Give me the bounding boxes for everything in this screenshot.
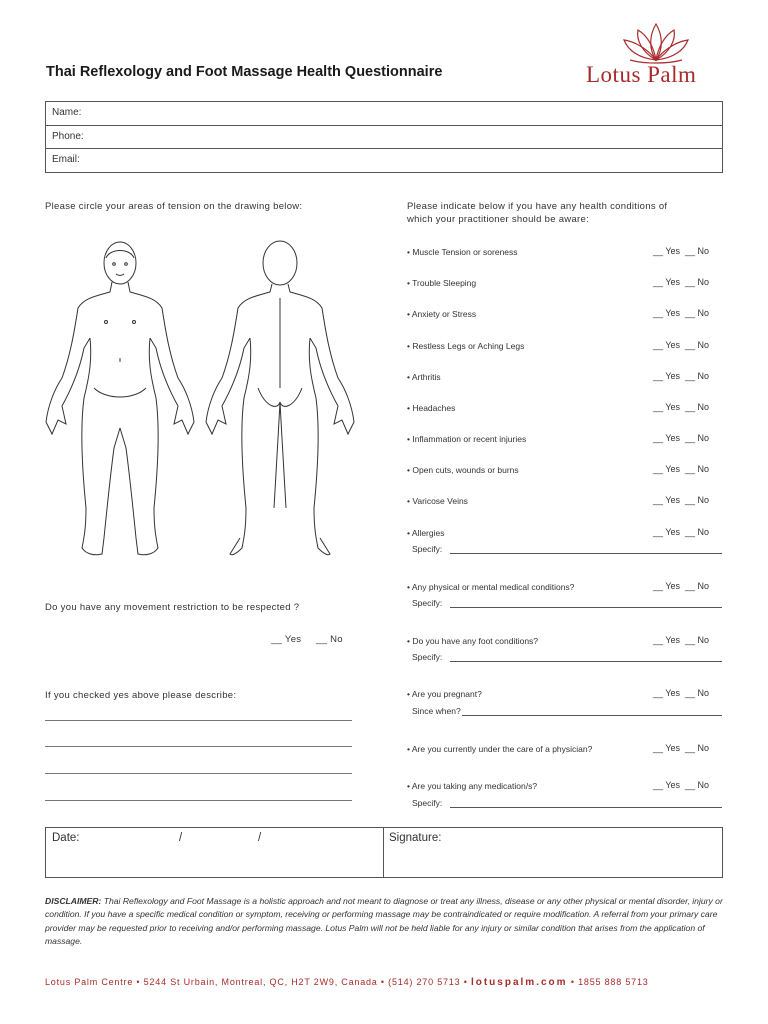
name-label: Name:: [52, 107, 82, 118]
condition-item: • Headaches: [407, 403, 456, 413]
describe-line[interactable]: [45, 746, 352, 747]
condition-item: • Restless Legs or Aching Legs: [407, 341, 525, 351]
condition-yes-no[interactable]: __ Yes __ No: [653, 433, 710, 443]
describe-prompt: If you checked yes above please describe:: [45, 690, 237, 701]
body-diagram[interactable]: [40, 238, 360, 568]
condition-item: • Anxiety or Stress: [407, 309, 477, 319]
name-field[interactable]: [46, 102, 722, 126]
condition-item: • Trouble Sleeping: [407, 278, 477, 288]
box-divider: [383, 828, 384, 877]
specify-label: Specify:: [412, 798, 443, 808]
body-front-figure: [46, 242, 194, 555]
movement-yes-option[interactable]: __ Yes: [271, 634, 302, 645]
specify-line[interactable]: [450, 553, 722, 554]
condition-yes-no[interactable]: __ Yes __ No: [653, 688, 710, 698]
specify-line[interactable]: [450, 807, 722, 808]
condition-yes-no[interactable]: __ Yes __ No: [653, 743, 710, 753]
condition-item: • Do you have any foot conditions?: [407, 636, 539, 646]
specify-line[interactable]: [450, 661, 722, 662]
lotus-flower-icon: [584, 22, 732, 64]
condition-yes-no[interactable]: __ Yes __ No: [653, 308, 710, 318]
lotus-palm-logo: [584, 22, 732, 92]
date-separator: /: [179, 832, 183, 844]
describe-line[interactable]: [45, 800, 352, 801]
footer-phone: • 1855 888 5713: [567, 977, 649, 987]
condition-item: • Are you currently under the care of a physician?: [407, 744, 593, 754]
email-label: Email:: [52, 154, 80, 166]
condition-item: • Are you taking any medication/s?: [407, 781, 538, 791]
date-label: Date:: [52, 832, 80, 844]
condition-item: • Are you pregnant?: [407, 689, 482, 699]
page-title: Thai Reflexology and Foot Massage Health Questionnaire: [46, 64, 443, 80]
disclaimer-text: Thai Reflexology and Foot Massage is a holistic approach and not meant to diagnose or treat any illness, disease or any other physical or mental disorder, injury or condition. If you have a specific medical condition or symptom, receiving or performing massage may be contraindicated or require modification. A referral from your primary care provider may be requested prior to receiving and/or performing massage. Lotus Palm will not be held liable for any injury or similar condition that arises from the application of massage.: [45, 896, 723, 947]
condition-yes-no[interactable]: __ Yes __ No: [653, 246, 710, 256]
since-when-line[interactable]: [462, 715, 722, 716]
condition-item: • Open cuts, wounds or burns: [407, 465, 519, 475]
body-back-figure: [206, 241, 354, 555]
tension-prompt: Please circle your areas of tension on the drawing below:: [45, 201, 303, 212]
footer: [45, 977, 649, 988]
condition-yes-no[interactable]: __ Yes __ No: [653, 780, 710, 790]
email-field[interactable]: [46, 149, 722, 172]
conditions-intro-line1: Please indicate below if you have any health conditions of: [407, 201, 668, 212]
contact-info-box: [45, 101, 723, 173]
movement-question: Do you have any movement restriction to be respected ?: [45, 602, 300, 613]
footer-website[interactable]: lotuspalm.com: [470, 977, 568, 988]
footer-address: Lotus Palm Centre • 5244 St Urbain, Montreal, QC, H2T 2W9, Canada • (514) 270 5713 •: [45, 977, 471, 987]
movement-no-option[interactable]: __ No: [316, 634, 343, 645]
condition-yes-no[interactable]: __ Yes __ No: [653, 581, 710, 591]
signature-label: Signature:: [389, 832, 442, 844]
specify-label: Specify:: [412, 544, 443, 554]
condition-yes-no[interactable]: __ Yes __ No: [653, 402, 710, 412]
condition-yes-no[interactable]: __ Yes __ No: [653, 277, 710, 287]
conditions-intro-line2: which your practitioner should be aware:: [407, 214, 590, 225]
logo-text: Lotus Palm: [586, 62, 697, 87]
disclaimer-label: DISCLAIMER:: [45, 896, 102, 906]
condition-item: • Inflammation or recent injuries: [407, 434, 527, 444]
since-when-label: Since when?: [412, 706, 461, 716]
condition-yes-no[interactable]: __ Yes __ No: [653, 635, 710, 645]
date-separator: /: [258, 832, 262, 844]
phone-label: Phone:: [52, 130, 84, 142]
disclaimer: [45, 895, 723, 949]
condition-yes-no[interactable]: __ Yes __ No: [653, 340, 710, 350]
specify-label: Specify:: [412, 652, 443, 662]
condition-item: • Allergies: [407, 528, 445, 538]
phone-field[interactable]: [46, 126, 722, 150]
condition-item: • Any physical or mental medical conditions?: [407, 582, 575, 592]
describe-line[interactable]: [45, 773, 352, 774]
describe-line[interactable]: [45, 720, 352, 721]
condition-item: • Varicose Veins: [407, 496, 468, 506]
date-signature-box: [45, 827, 723, 878]
condition-item: • Arthritis: [407, 372, 441, 382]
condition-item: • Muscle Tension or soreness: [407, 247, 518, 257]
specify-label: Specify:: [412, 598, 443, 608]
condition-yes-no[interactable]: __ Yes __ No: [653, 464, 710, 474]
condition-yes-no[interactable]: __ Yes __ No: [653, 371, 710, 381]
specify-line[interactable]: [450, 607, 722, 608]
condition-yes-no[interactable]: __ Yes __ No: [653, 495, 710, 505]
condition-yes-no[interactable]: __ Yes __ No: [653, 527, 710, 537]
